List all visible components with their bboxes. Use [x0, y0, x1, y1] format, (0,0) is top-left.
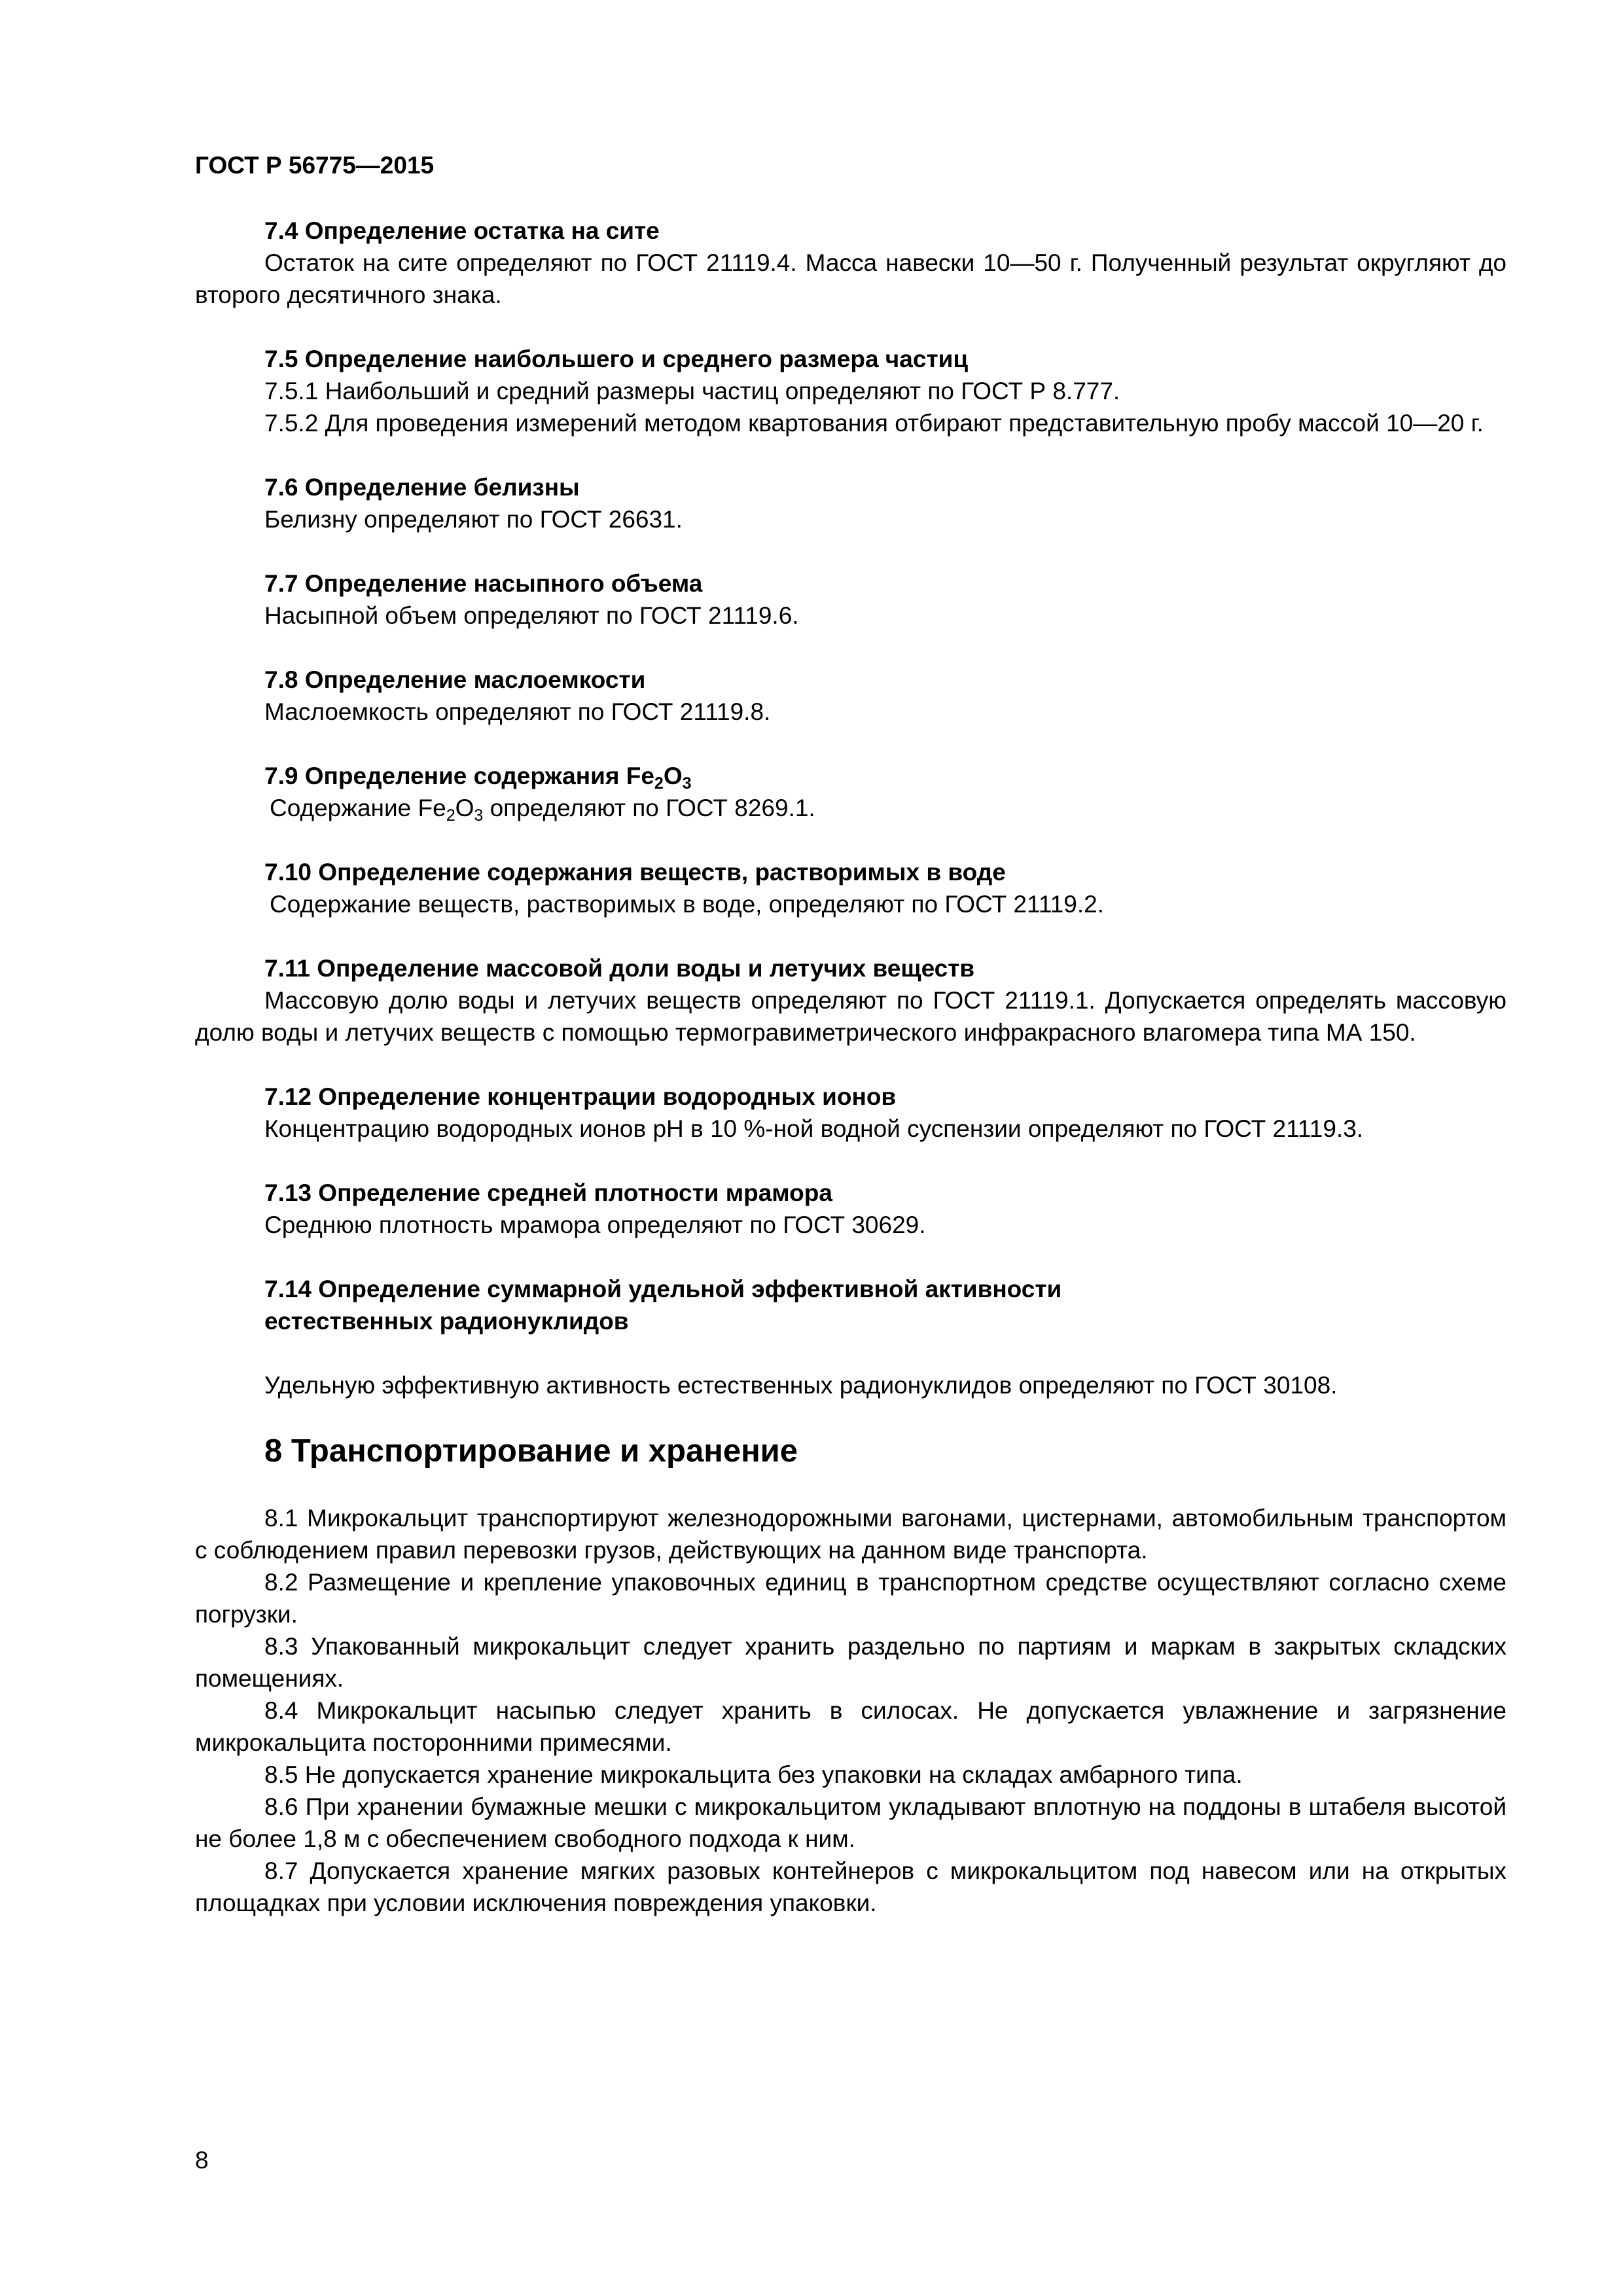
spacer [195, 535, 1507, 567]
paragraph-8-5: 8.5 Не допускается хранение микрокальцита без упаковки на складах амбарного типа. [264, 1761, 1243, 1788]
paragraph-7-9 [195, 792, 1507, 824]
heading-7-8: 7.8 Определение маслоемкости [264, 666, 646, 693]
paragraph-7-6: Белизну определяют по ГОСТ 26631. [264, 506, 683, 533]
heading-7-14-line1: 7.14 Определение суммарной удельной эффективной активности [264, 1276, 1062, 1302]
spacer [195, 439, 1507, 471]
section-7-8 [195, 664, 1507, 728]
spacer [195, 1401, 1507, 1431]
paragraph-7-14: Удельную эффективную активность естественных радионуклидов определяют по ГОСТ 30108. [264, 1372, 1338, 1399]
paragraph-7-9-oxygen: O [455, 795, 474, 821]
section-7-4 [195, 215, 1507, 311]
document-body [195, 215, 1507, 1919]
spacer [195, 728, 1507, 760]
section-7-5 [195, 343, 1507, 439]
section-7-12 [195, 1081, 1507, 1145]
paragraph-7-4: Остаток на сите определяют по ГОСТ 21119.4. Масса навески 10—50 г. Полученный результат округляют до второго десятичного знака. [195, 249, 1507, 308]
heading-7-4: 7.4 Определение остатка на сите [264, 217, 660, 244]
spacer [195, 632, 1507, 664]
spacer [195, 311, 1507, 343]
heading-7-11: 7.11 Определение массовой доли воды и летучих веществ [264, 955, 975, 982]
heading-7-7: 7.7 Определение насыпного объема [264, 570, 703, 597]
heading-7-6: 7.6 Определение белизны [264, 474, 580, 501]
paragraph-8-6: 8.6 При хранении бумажные мешки с микрокальцитом укладывают вплотную на поддоны в штабеля высотой не более 1,8 м с обеспечением свободного подхода к ним. [195, 1793, 1507, 1852]
subscript-2: 2 [446, 806, 455, 825]
section-7-11 [195, 952, 1507, 1049]
section-8 [195, 1431, 1507, 1919]
heading-7-13: 7.13 Определение средней плотности мрамора [264, 1179, 832, 1206]
paragraph-7-12: Концентрацию водородных ионов pH в 10 %-ной водной суспензии определяют по ГОСТ 21119.3. [264, 1115, 1364, 1142]
paragraph-8-1: 8.1 Микрокальцит транспортируют железнодорожными вагонами, цистернами, автомобильным транспортом с соблюдением правил перевозки грузов, действующих на данном виде транспорта. [195, 1505, 1507, 1564]
spacer [195, 1337, 1507, 1369]
heading-7-14-line2: естественных радионуклидов [264, 1308, 629, 1335]
paragraph-7-9-pre: Содержание Fe [270, 795, 446, 821]
document-code-header: ГОСТ Р 56775—2015 [195, 152, 435, 179]
section-7-14 [195, 1273, 1507, 1401]
paragraph-7-8: Маслоемкость определяют по ГОСТ 21119.8. [264, 698, 771, 725]
heading-7-10: 7.10 Определение содержания веществ, растворимых в воде [264, 859, 1006, 886]
section-7-6 [195, 471, 1507, 535]
spacer [195, 920, 1507, 952]
subscript-3: 3 [474, 806, 484, 825]
paragraph-8-2: 8.2 Размещение и крепление упаковочных единиц в транспортном средстве осуществляют согласно схеме погрузки. [195, 1569, 1507, 1628]
subscript-2: 2 [654, 774, 664, 793]
paragraph-8-4: 8.4 Микрокальцит насыпью следует хранить в силосах. Не допускается увлажнение и загрязнение микрокальцита посторонними примесями. [195, 1697, 1507, 1756]
paragraph-8-7: 8.7 Допускается хранение мягких разовых контейнеров с микрокальцитом под навесом или на открытых площадках при условии исключения повреждения упаковки. [195, 1857, 1507, 1916]
paragraph-7-5-2: 7.5.2 Для проведения измерений методом квартования отбирают представительную пробу массой 10—20 г. [264, 410, 1484, 437]
heading-7-5: 7.5 Определение наибольшего и среднего размера частиц [264, 346, 969, 372]
section-7-13 [195, 1177, 1507, 1241]
heading-7-9 [195, 760, 1507, 792]
section-7-9 [195, 760, 1507, 824]
page-number: 8 [195, 2147, 209, 2174]
heading-7-9-text: 7.9 Определение содержания Fe [264, 762, 654, 789]
section-7-10 [195, 856, 1507, 920]
spacer [195, 1145, 1507, 1177]
spacer [195, 1241, 1507, 1273]
section-7-7 [195, 567, 1507, 632]
paragraph-7-13: Среднюю плотность мрамора определяют по ГОСТ 30629. [264, 1211, 926, 1238]
paragraph-7-5-1: 7.5.1 Наибольший и средний размеры частиц определяют по ГОСТ Р 8.777. [264, 378, 1120, 404]
heading-7-9-oxygen: O [663, 762, 683, 789]
paragraph-8-3: 8.3 Упакованный микрокальцит следует хранить раздельно по партиям и маркам в закрытых складских помещениях. [195, 1633, 1507, 1692]
paragraph-7-10: Содержание веществ, растворимых в воде, определяют по ГОСТ 21119.2. [270, 891, 1104, 918]
paragraph-7-9-post: определяют по ГОСТ 8269.1. [483, 795, 815, 821]
spacer [195, 824, 1507, 856]
section-8-title: 8 Транспортирование и хранение [264, 1433, 798, 1469]
paragraph-7-7: Насыпной объем определяют по ГОСТ 21119.6. [264, 602, 799, 629]
paragraph-7-11: Массовую долю воды и летучих веществ определяют по ГОСТ 21119.1. Допускается определять массовую долю воды и летучих веществ с помощью термогравиметрического инфракрасного влагомера типа МА 150. [195, 987, 1507, 1046]
spacer [195, 1471, 1507, 1502]
heading-7-12: 7.12 Определение концентрации водородных ионов [264, 1083, 897, 1110]
subscript-3: 3 [682, 774, 692, 793]
spacer [195, 1049, 1507, 1081]
